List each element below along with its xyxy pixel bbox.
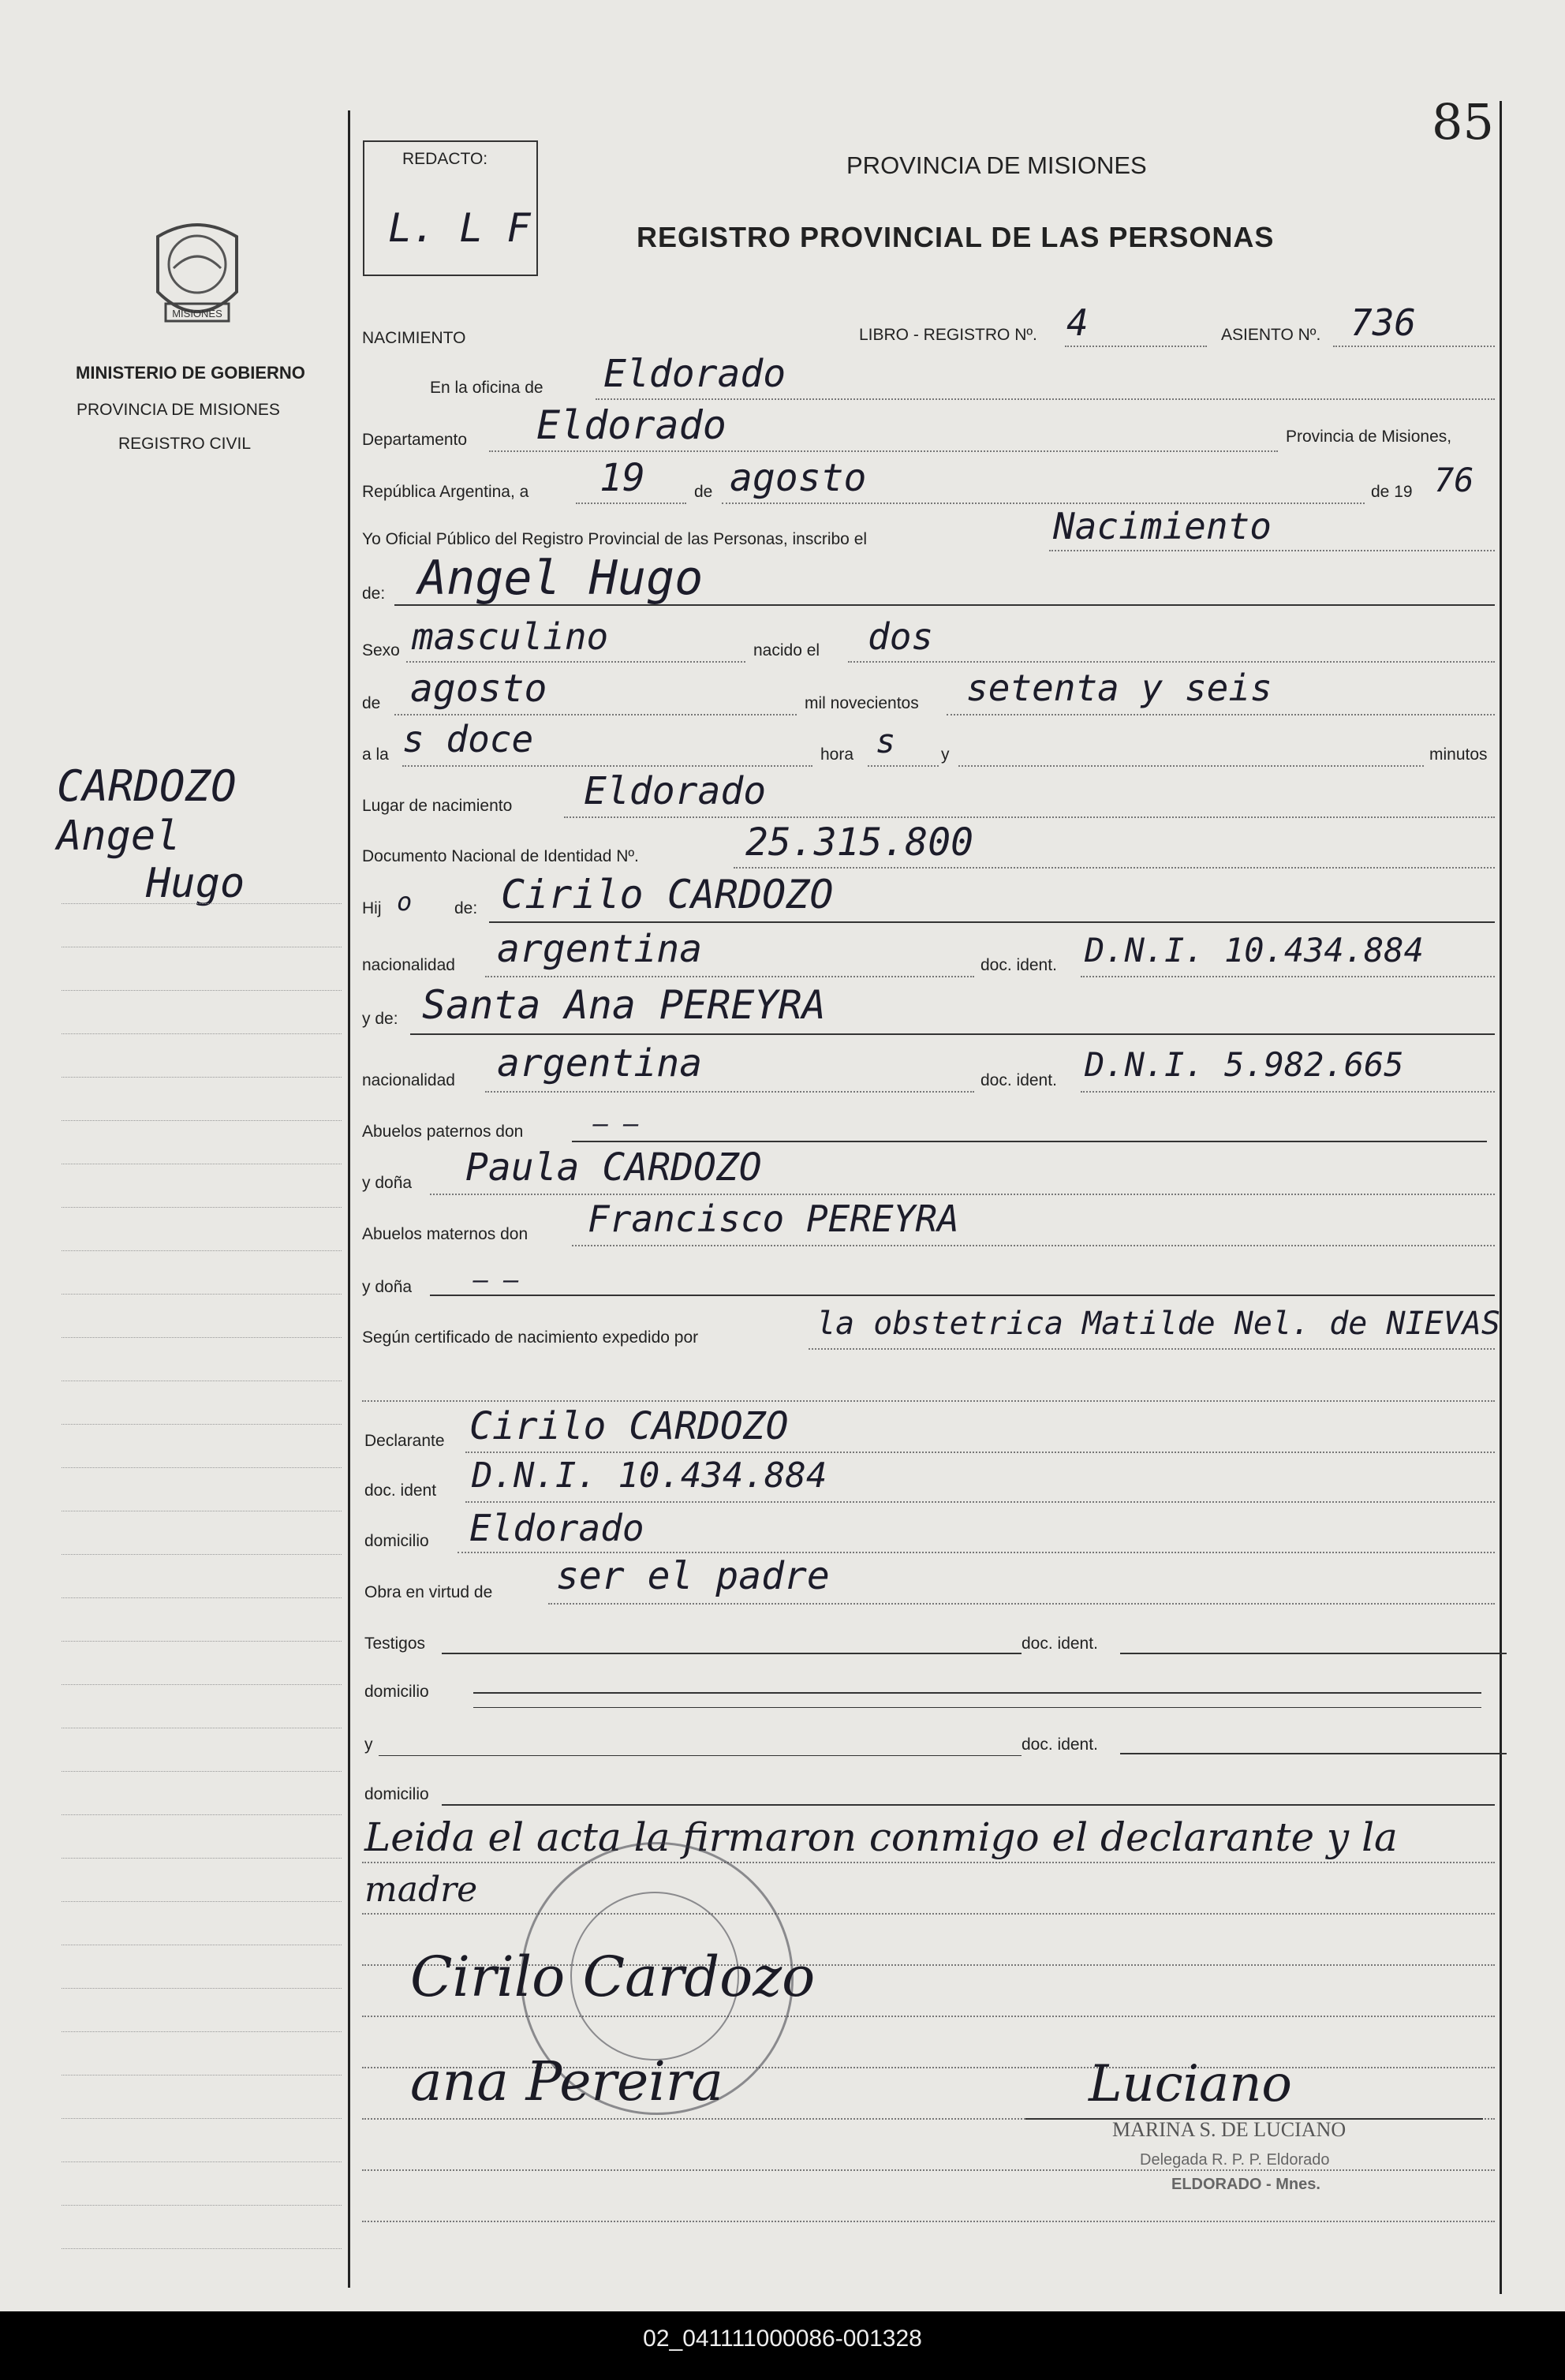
obra-line (548, 1603, 1495, 1605)
margin-line (62, 1901, 342, 1902)
ministry-seal (142, 213, 252, 339)
hora-label: hora (820, 745, 854, 764)
nacimiento-label: NACIMIENTO (362, 329, 466, 347)
republica-label: República Argentina, a (362, 483, 529, 501)
hora-value: s (876, 722, 896, 760)
doc2-line (1081, 1091, 1495, 1093)
official-stamp-name: MARINA S. DE LUCIANO (1112, 2118, 1346, 2141)
cert-value: la obstetrica Matilde Nel. de NIEVAS (816, 1306, 1500, 1342)
margin-line (62, 1033, 342, 1034)
sexo-label: Sexo (362, 641, 400, 659)
departamento-label: Departamento (362, 431, 468, 449)
nombre-value: Angel Hugo (418, 551, 704, 606)
minutos-label: minutos (1429, 745, 1488, 764)
de-label: de (694, 483, 713, 501)
dom-t2-line (442, 1804, 1495, 1806)
ruled-line (362, 1862, 1495, 1863)
doc2-value: D.N.I. 5.982.665 (1085, 1045, 1404, 1084)
doc-t1-label: doc. ident. (1022, 1635, 1098, 1653)
nac1-label: nacionalidad (362, 956, 455, 974)
ap-value: — — (593, 1108, 639, 1138)
am-line (572, 1245, 1495, 1246)
margin-line (62, 1467, 342, 1468)
cert-line (809, 1348, 1495, 1350)
lugar-label: Lugar de nacimiento (362, 797, 513, 815)
oficina-value: Eldorado (603, 352, 786, 396)
asiento-line (1333, 346, 1495, 347)
official-stamp-role: Delegada R. P. P. Eldorado (1140, 2151, 1330, 2169)
margin-line (62, 1641, 342, 1642)
margin-line (62, 1337, 342, 1338)
mes2-value: agosto (410, 667, 547, 711)
doc1-label: doc. ident. (980, 956, 1057, 974)
nac1-line (485, 976, 974, 977)
signature-official: Luciano (1089, 2055, 1292, 2113)
declarante-label: Declarante (364, 1432, 445, 1450)
docdec-label: doc. ident (364, 1481, 437, 1500)
madre-value: Santa Ana PEREYRA (422, 982, 826, 1028)
ap-line (572, 1141, 1487, 1142)
libro-line (1065, 346, 1207, 347)
margin-middlename: Hugo (146, 860, 245, 907)
hora-line (868, 765, 939, 767)
declarante-value: Cirilo CARDOZO (469, 1404, 789, 1448)
margin-line (62, 2161, 342, 2162)
obra-label: Obra en virtud de (364, 1583, 493, 1601)
redacto-box (363, 140, 538, 276)
margin-line (62, 1077, 342, 1078)
domicilio-label: domicilio (364, 1532, 429, 1550)
form-right-border (1500, 101, 1502, 2294)
ruled-line (362, 2221, 1495, 2222)
form-left-border (348, 110, 350, 2288)
yo-value: Nacimiento (1053, 505, 1272, 547)
oficina-line (596, 398, 1495, 400)
yo-line (1049, 550, 1495, 551)
margin-line (62, 1684, 342, 1685)
leida-line2: madre (364, 1870, 478, 1910)
redacto-value: L. L F (388, 205, 531, 251)
nac2-label: nacionalidad (362, 1071, 455, 1089)
de2-label: de (362, 694, 381, 712)
y-t2-line (379, 1755, 1022, 1756)
oficina-label: En la oficina de (430, 379, 543, 397)
nac2-value: argentina (497, 1041, 703, 1085)
minutos-line (958, 765, 1424, 767)
page-number: 85 (1432, 93, 1494, 151)
anio-label: de 19 (1371, 483, 1413, 501)
docdec-line (465, 1501, 1495, 1503)
header-registry: REGISTRO PROVINCIAL DE LAS PERSONAS (637, 221, 1275, 253)
mes2-line (394, 714, 797, 715)
margin-line (62, 1814, 342, 1815)
am-value: Francisco PEREYRA (588, 1197, 959, 1240)
margin-line (62, 1250, 342, 1251)
margin-line (62, 990, 342, 991)
nac1-value: argentina (497, 927, 703, 971)
margin-line (62, 2031, 342, 2032)
asiento-value: 736 (1350, 301, 1417, 344)
margin-line (62, 2118, 342, 2119)
alas-line (402, 765, 812, 767)
padre-line (489, 921, 1495, 923)
ministry-line1: MINISTERIO DE GOBIERNO (76, 363, 305, 383)
margin-line (62, 1988, 342, 1989)
y-label: y (941, 745, 950, 764)
margin-line (62, 2205, 342, 2206)
mes-line (722, 503, 1365, 504)
lugar-value: Eldorado (584, 769, 767, 813)
padre-value: Cirilo CARDOZO (501, 872, 834, 917)
ydona2-value: — — (473, 1265, 519, 1295)
ministry-line3: REGISTRO CIVIL (118, 435, 252, 453)
margin-line (62, 1294, 342, 1295)
margin-line (62, 903, 342, 904)
margin-firstname: Angel (57, 813, 181, 860)
dni-label: Documento Nacional de Identidad Nº. (362, 847, 639, 865)
mil-value: setenta y seis (966, 667, 1272, 709)
margin-line (62, 2248, 342, 2249)
doc2-label: doc. ident. (980, 1071, 1057, 1089)
ruled-line (362, 1913, 1495, 1915)
provincia-label: Provincia de Misiones, (1286, 428, 1452, 446)
dni-value: 25.315.800 (745, 820, 973, 865)
sexo-line (406, 661, 745, 663)
yde-label: y de: (362, 1010, 398, 1028)
margin-line (62, 1424, 342, 1425)
libro-label: LIBRO - REGISTRO Nº. (859, 326, 1037, 344)
cert-label: Según certificado de nacimiento expedido por (362, 1328, 699, 1347)
margin-line (62, 1554, 342, 1555)
seal-text: MISIONES (172, 308, 222, 319)
testigos-label: Testigos (364, 1635, 426, 1653)
hijo-suffix: o (397, 887, 413, 917)
obra-value: ser el padre (556, 1554, 830, 1598)
margin-line (62, 1207, 342, 1208)
ydona1-value: Paula CARDOZO (465, 1145, 762, 1190)
mes-value: agosto (730, 456, 867, 500)
madre-line (410, 1033, 1495, 1035)
nacido-label: nacido el (753, 641, 820, 659)
dia-value: 19 (599, 456, 645, 500)
yo-label: Yo Oficial Público del Registro Provincial de las Personas, inscribo el (362, 530, 868, 548)
doc-t1-line (1120, 1653, 1507, 1654)
image-caption: 02_041111000086-001328 (0, 2311, 1565, 2380)
margin-line (62, 1597, 342, 1598)
domicilio-line (458, 1552, 1495, 1553)
ydona2-label: y doña (362, 1278, 413, 1296)
dom-t1-label: domicilio (364, 1683, 429, 1701)
docdec-value: D.N.I. 10.434.884 (472, 1455, 827, 1496)
dom-t2-label: domicilio (364, 1785, 429, 1803)
sexo-value: masculino (412, 615, 609, 658)
mil-label: mil novecientos (805, 694, 919, 712)
dom-t1-line (473, 1692, 1481, 1694)
y-t2-label: y (364, 1735, 373, 1754)
mil-line (947, 714, 1495, 715)
nac2-line (485, 1091, 974, 1093)
alas-label: a la (362, 745, 389, 764)
alas-value: s doce (402, 718, 534, 760)
libro-value: 4 (1066, 301, 1089, 344)
doc-t2-label: doc. ident. (1022, 1735, 1098, 1754)
lugar-line (564, 816, 1495, 818)
leida-line1: Leida el acta la firmaron conmigo el declarante y la (364, 1814, 1398, 1860)
signature-declarante: Cirilo Cardozo (410, 1945, 816, 2009)
dia-line (576, 503, 686, 504)
doc1-line (1081, 976, 1495, 977)
dni-line (734, 867, 1495, 869)
declarante-line (465, 1452, 1495, 1453)
hijo-de-label: de: (454, 899, 478, 917)
signature-madre: ana Pereira (410, 2051, 723, 2113)
domicilio-value: Eldorado (469, 1507, 644, 1549)
de-nombre-label: de: (362, 585, 386, 603)
dom-t1-line-2 (473, 1707, 1481, 1708)
margin-line (62, 1771, 342, 1772)
official-stamp-place: ELDORADO - Mnes. (1171, 2176, 1320, 2193)
margin-line (62, 1120, 342, 1121)
doc-t2-line (1120, 1753, 1507, 1754)
departamento-value: Eldorado (536, 402, 726, 448)
nacido-line (848, 661, 1495, 663)
ministry-line2: PROVINCIA DE MISIONES (77, 401, 280, 419)
ydona1-label: y doña (362, 1174, 413, 1192)
nacido-value: dos (868, 615, 934, 658)
departamento-line (489, 450, 1278, 452)
ydona1-line (430, 1194, 1495, 1195)
redacto-label: REDACTO: (402, 150, 488, 168)
ruled-line (362, 2169, 1495, 2171)
anio-value: 76 (1434, 461, 1474, 499)
doc1-value: D.N.I. 10.434.884 (1085, 931, 1424, 970)
margin-surname: CARDOZO (57, 761, 237, 811)
am-label: Abuelos maternos don (362, 1225, 529, 1243)
ap-label: Abuelos paternos don (362, 1123, 524, 1141)
margin-line (62, 1858, 342, 1859)
header-province: PROVINCIA DE MISIONES (846, 151, 1147, 179)
asiento-label: ASIENTO Nº. (1221, 326, 1321, 344)
cert-line-2 (362, 1400, 1495, 1402)
testigos-line (442, 1653, 1022, 1654)
hijo-label: Hij (362, 899, 382, 917)
ydona2-line (430, 1295, 1495, 1296)
